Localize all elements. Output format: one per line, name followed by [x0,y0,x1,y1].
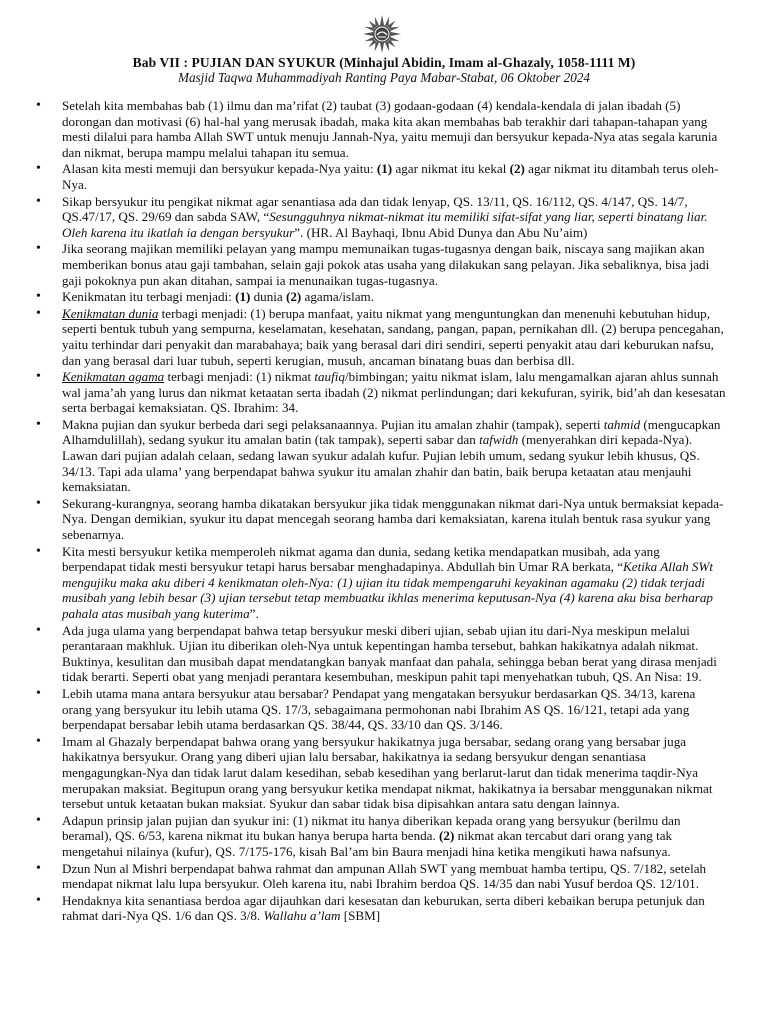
muhammadiyah-sun-logo [362,14,402,54]
bullet-item [36,241,726,288]
text-segment: Ada juga ulama yang berpendapat bahwa tetap bersyukur meski diberi ujian, sebab ujian itu dari-Nya meskipun melalui perantaraan makhluk. Ujian itu diberikan oleh-Nya untuk kepentingan hamba tersebut, bahkan hakikatnya adalah nikmat. Buktinya, kesulitan dan musibah dapat mendatangkan banyak manfaat dan pahala, sehingga beban berat yang dirasa menjadi tidak berarti. Seperti obat yang menjadi perantara kesembuhan, meskipun pahit tapi menyehatkan tubuh, QS. An Nisa: 19. [62,622,717,685]
bullet-item [36,734,726,812]
text-segment: dunia [250,289,286,305]
text-segment: Kita mesti bersyukur ketika memperoleh nikmat agama dan dunia, sedang ketika mendapatkan musibah, ada yang berpendapat tidak mesti bersyukur tetapi harus bersabar menghadapinya. Abdullah bin Umar RA berkata, “ [62,543,660,575]
text-segment: terbagi menjadi: (1) berupa manfaat, yaitu nikmat yang menguntungkan dan menenuhi kebutuhan hidup, seperti bentuk tubuh yang sempurna, keselamatan, kesehatan, sandang, pangan, papan, pernikahan dll. (2) berupa pencegahan, yaitu terhindar dari penyakit dan marabahaya; baik yang berasal dari diri sendiri, seperti penyakit atau dari keburukan nafsu, dan yang berasal dari luar tubuh, seperti kerugian, musuh, ancaman binatang buas dan berbisa dll. [62,305,724,368]
text-segment: terbagi menjadi: (1) nikmat [164,369,315,385]
text-segment: Makna pujian dan syukur berbeda dari segi pelaksanaannya. Pujian itu amalan zhahir (tampak), seperti [62,416,604,432]
bullet-item [36,98,726,160]
text-segment: /bimbingan; yaitu nikmat islam, lalu mengamalkan ajaran ahlus sunnah wal jama’ah yang lurus dan nikmat ketaatan serta ibadah (2) nikmat perlindungan; dari kekufuran, syirik, bid’ah dan kesesatan serta berbagai kemaksiatan. QS. Ibrahim: 34. [62,369,726,416]
text-segment: (1) [376,161,393,177]
text-segment: Sesungguhnya nikmat-nikmat itu memiliki sifat-sifat yang liar, seperti binatang liar. Oleh karena itu ikatlah ia dengan bersyukur [62,209,708,240]
text-segment: Kenikmatan dunia [62,305,159,321]
text-segment: Sekurang-kurangnya, seorang hamba dikatakan bersyukur jika tidak menggunakan nikmat dari-Nya untuk bermaksiat kepada-Nya. Dengan demikian, syukur itu dapat mencegah seorang hamba dari kemaksiatan, karena itulah bentuk rasa syukur yang sebenarnya. [62,495,724,543]
text-segment: (2) [439,828,455,844]
text-segment: Ketika Allah SWt mengujiku maka aku diberi 4 kenikmatan oleh-Nya: (1) ujian itu tidak mempengaruhi keyakinan agamaku (2) tidak terjadi musibah yang lebih besar (3) ujian tersebut tetap membuatku ikhlas menerima keputusan-Nya (4) karena aku bisa berharap pahala atas musibah yang kuterima [62,559,713,621]
bullet-item [36,306,726,368]
text-segment: Dzun Nun al Mishri berpendapat bahwa rahmat dan ampunan Allah SWT yang membuat hamba tertipu, QS. 7/182, setelah mendapat nikmat lalu lupa bersyukur. Oleh karena itu, nabi Ibrahim berdoa QS. 14/35 dan nabi Yusuf berdoa QS. 12/101. [62,860,707,892]
text-segment: (mengucapkan Alhamdulillah), sedang syukur itu amalan batin (tak tampak), seperti sabar dan [62,416,721,448]
bullet-list [36,98,726,925]
text-segment: Imam al Ghazaly berpendapat bahwa orang yang bersyukur hakikatnya juga bersabar, sedang orang yang bersabar juga hakikatnya bersyukur. Orang yang diberi ujian lalu bersabar, hakikatnya ia sedang bersyukur dengan senantiasa mengagungkan-Nya dan tidak larut dalam kesedihan, sebab kesedihan yang berlarut-larut dan tidak menerima taqdir-Nya merupakan maksiat. Begitupun orang yang bersyukur ketika mendapat nikmat, hakikatnya ia bersabar menggunakan nikmat tersebut untuk ketaatan bukan maksiat. Syukur dan sabar tidak bisa dipisahkan antara satu dengan lainnya. [62,733,713,812]
bullet-item [36,813,726,860]
bullet-item [36,161,726,192]
text-segment: (1) [235,289,251,305]
text-segment: Sikap bersyukur itu pengikat nikmat agar senantiasa ada dan tidak lenyap, QS. 13/11, QS. 16/112, QS. 4/147, QS. 14/7, QS.47/17, QS. 29/69 dan sabda SAW, “ [62,193,688,225]
text-segment: ”. (HR. Al Bayhaqi, Ibnu Abid Dunya dan Abu Nu’aim) [294,224,588,240]
text-segment: (2) [509,161,525,177]
text-segment: (2) [286,289,302,305]
text-segment: [SBM] [340,908,381,924]
bullet-item [36,623,726,685]
text-segment: taufiq [314,369,345,385]
bullet-item [36,369,726,416]
text-segment: Hendaknya kita senantiasa berdoa agar dijauhkan dari kesesatan dan keburukan, serta diberi kebaikan berupa petunjuk dan rahmat dari-Nya QS. 1/6 dan QS. 3/8. [62,892,705,924]
text-segment: agar nikmat itu ditambah terus oleh-Nya. [62,161,719,192]
text-segment: Kenikmatan agama [62,369,165,385]
bullet-item [36,417,726,495]
text-segment: tahmid [603,416,641,432]
document-subtitle: Masjid Taqwa Muhammadiyah Ranting Paya Mabar-Stabat, 06 Oktober 2024 [177,70,591,85]
text-segment: nikmat akan tercabut dari orang yang tak mengetahui nilainya (kufur), QS. 7/175-176, kisah Bal’am bin Baura menjadi hina ketika mengikuti hawa nafsunya. [62,828,673,859]
text-segment: tafwidh [479,432,519,448]
bullet-item [36,686,726,733]
bullet-item [36,893,726,924]
text-segment: Adapun prinsip jalan pujian dan syukur ini: (1) nikmat itu hanya diberikan kepada orang yang bersyukur (berilmu dan beramal), QS. 6/53, karena nikmat itu bukan hanya berupa harta benda. [62,812,681,844]
bullet-item [36,496,726,543]
document-title: Bab VII : PUJIAN DAN SYUKUR (Minhajul Abidin, Imam al-Ghazaly, 1058-1111 M) [132,55,636,70]
text-segment: Setelah kita membahas bab (1) ilmu dan ma’rifat (2) taubat (3) godaan-godaan (4) kendala-kendala di jalan ibadah (5) dorongan dan motivasi (6) hal-hal yang merusak ibadah, maka kita akan membahas bab terakhir dari tahapan-tahapan yang mesti dilalui para hamba Allah SWT untuk menuju Jannah-Nya, yaitu memuji dan bersyukur kepada-Nya atas segala karunia dan nikmat, berupa mampu melalui tahapan itu semua. [62,98,718,160]
bullet-item [36,194,726,241]
text-segment: Jika seorang majikan memiliki pelayan yang mampu memunaikan tugas-tugasnya dengan baik, niscaya sang majikan akan memberikan bonus atau gaji tambahan, selain gaji pokok atas usaha yang dilakukan sang pelayan. Jika sebaliknya, bisa jadi gaji pokoknya pun akan ditahan, sampai ia menunaikan tugas-tugasnya. [62,241,710,288]
text-segment: Wallahu a’lam [263,908,341,924]
text-segment: agar nikmat itu kekal [392,161,510,177]
text-segment: Lebih utama mana antara bersyukur atau bersabar? Pendapat yang mengatakan bersyukur berdasarkan QS. 34/13, karena orang yang bersyukur itu lebih utama QS. 17/3, sebagaimana permohonan nabi Ibrahim AS QS. 16/121, tetapi ada yang berpendapat bersabar lebih utama berdasarkan QS. 38/44, QS. 33/10 dan QS. 3/146. [62,685,696,733]
bullet-item [36,544,726,622]
text-segment: Alasan kita mesti memuji dan bersyukur kepada-Nya yaitu: [62,161,377,177]
text-segment: (menyerahkan diri kepada-Nya). Lawan dari pujian adalah celaan, sedang lawan syukur adalah kufur. Pujian lebih umum, sedang syukur lebih khusus, QS. 34/13. Tapi ada ulama’ yang berpendapat bahwa syukur itu amalan zhahir dan batin, baik berupa ketaatan atau menjauhi kemaksiatan. [62,432,700,495]
text-segment: ”. [249,606,259,621]
text-segment: Kenikmatan itu terbagi menjadi: [62,289,236,305]
bullet-item [36,861,726,892]
text-segment: agama/islam. [301,289,375,305]
bullet-item [36,289,726,305]
